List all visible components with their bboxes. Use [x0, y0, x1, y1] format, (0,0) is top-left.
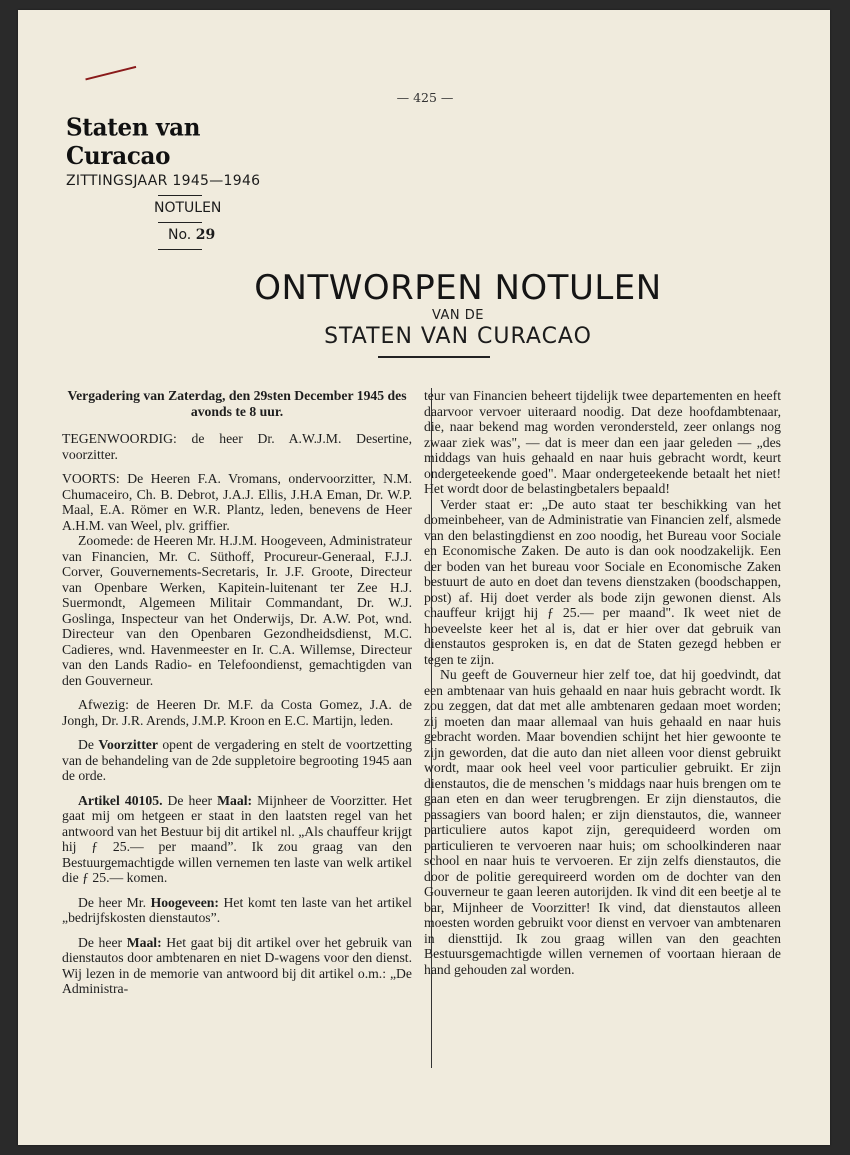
left-column: [62, 388, 412, 997]
maal-text: Het gaat bij dit artikel over het gebruik van dienstautos door ambtenaren en niet D-wagens voor den dienst. Wij lezen in de memorie van antwoord bij dit artikel o.m.: „De Administra-: [62, 934, 412, 996]
article-text: Mijnheer de Voorzitter. Het gaat mij om hetgeen er staat in den laatsten regel van het antwoord van het Bestuur bij dit artikel nl. „Als chauffeur krijgt hij ƒ 25.— per maand”. Ik zou graag van den Bestuurgemachtigde willen vernemen ten laste van welk artikel die ƒ 25.— komen.: [62, 792, 412, 885]
maal-paragraph: [62, 935, 412, 997]
absent-paragraph: Afwezig: de Heeren Dr. M.F. da Costa Gomez, J.A. de Jongh, Dr. J.R. Arends, J.M.P. Kroon en E.C. Martijn, leden.: [62, 697, 412, 728]
session-year: ZITTINGSJAAR 1945—1946: [66, 173, 261, 189]
session-heading: Vergadering van Zaterdag, den 29sten December 1945 des avonds te 8 uur.: [67, 388, 407, 419]
opening-paragraph: [62, 737, 412, 784]
members-paragraph: VOORTS: De Heeren F.A. Vromans, ondervoorzitter, N.M. Chumaceiro, Ch. B. Debrot, J.A.J. Ellis, J.H.A Eman, Dr. W.P. Maal, E.A. Römer en W.R. Plantz, leden, benevens de Heer A.H.M. van Weel, plv. griffier.: [62, 471, 412, 533]
right-paragraph-2: Verder staat er: „De auto staat ter beschikking van het domeinbeheer, van de Administratie van Financien zelf, alsmede van den belastingdienst en zoo noodig, het Bureau voor Sociale en Economische Zaken. De auto is dan ook noodzakelijk. Een der boden van het bureau voor Sociale en Economische Zaken bestuurt de auto en doet dan tevens dienstzaken (boodschappen, post) af. Hij doet verder als bode zijn gewonen dienst. Als chauffeur krijgt hij ƒ 25.— per maand". Ik weet niet de hoeveelste keer het al is, dat er hier over dat gebruik van dienstautos gesproken is, en dat de Staten gezegd hebben er tegen te zijn.: [424, 496, 781, 667]
headline-main: ONTWORPEN NOTULEN: [254, 268, 662, 308]
also-present-paragraph: Zoomede: de Heeren Mr. H.J.M. Hoogeveen, Administrateur van Financien, Mr. C. Süthoff, Procureur-Generaal, F.J.J. Corver, Gouvernements-Secretaris, Ir. J.F. Groote, Directeur van Openbare Werken, Kapitein-luitenant ter Zee H.J. Suermondt, Algemeen Militair Commandant, Dr. W.J. Goslinga, Inspecteur van het Onderwijs, Dr. A.W. Pot, wnd. Directeur van den Openbaren Gezondheidsdienst, M.C. Cadieres, wnd. Havenmeester en Ir. C.A. Willemse, Directeur van den Lands Radio- en Telefoondienst, gemachtigden van den Gouverneur.: [62, 533, 412, 688]
issue-number: [168, 227, 306, 243]
right-paragraph-3: Nu geeft de Gouverneur hier zelf toe, dat hij goedvindt, dat een ambtenaar van huis gehaald en naar huis gebracht wordt. Ik zou zeggen, dat dat met alle ambtenaren gedaan moet worden; zij moeten dan maar allemaal van huis gehaald en naar huis gebracht worden. Maar bovendien schijnt het hier gewoonte te zijn geworden, dat die auto dan niet alleen voor dienst gebruikt wordt, maar ook heel veel voor particulier gebruikt. Er zijn dienstautos, die de menschen 's middags naar huis brengen om te gaan eten en dan weer terugbrengen. Er zijn dienstautos, die passagiers van boord halen; er zijn dienstautos, die, wanneer particuliere autos kapot zijn, gerequideerd worden om particulieren te vervoeren naar huis; om schoolkinderen naar school en naar huis te vervoeren. Er zijn zelfs dienstautos, die door de politie gerequireerd worden om de dochter van den Gouverneur te gaan leeren autorijden. Ik vind dit een beetje al te bar, Mijnheer de Voorzitter! Ik vind, dat dienstautos alleen moesten worden gebruikt voor dienst en vervoer van ambtenaren in diensttijd. Ik zou graag willen van den geachten Bestuursgemachtigde willen vernemen of voortaan hieraan de hand gehouden zal worden.: [424, 667, 781, 977]
present-paragraph: TEGENWOORDIG: de heer Dr. A.W.J.M. Desertine, voorzitter.: [62, 431, 412, 462]
headline-rule: [378, 356, 490, 358]
masthead-rule: [158, 222, 202, 223]
masthead: [66, 115, 306, 254]
article-prefix: De heer: [162, 792, 218, 808]
opening-prefix: De: [78, 737, 99, 752]
right-column: [424, 388, 781, 977]
headline-sub: VAN DE: [431, 308, 485, 323]
page-number: — 425 —: [396, 90, 454, 105]
reply-paragraph: [62, 895, 412, 926]
right-paragraph-1: teur van Financien beheert tijdelijk twee departementen en heeft daarvoor vervoer uiteraard noodig. Dat deze hoofdambtenaar, die, naar bekend mag worden verondersteld, zeer onlangs nog zwaar ziek was", — dat is meer dan een jaar geleden — „des middags van huis gehaald en naar huis gebracht wordt, keurt ondergeteekende goed". Maar ondergeteekende betaalt het niet! Het wordt door de belastingbetalers bepaald!: [424, 388, 781, 496]
issue-number-label: No.: [168, 227, 192, 243]
masthead-title: Staten van Curacao: [66, 113, 201, 171]
speaker-name: Maal:: [217, 792, 253, 808]
headline-name: STATEN VAN CURACAO: [324, 324, 592, 349]
reply-text: Het komt ten laste van het artikel „bedrijfskosten dienstautos”.: [62, 894, 412, 925]
opening-text: opent de vergadering en stelt de voortzetting van de behandeling van de 2de suppletoire begrooting 1945 aan de orde.: [62, 737, 412, 783]
document-page: [18, 10, 830, 1145]
speaker-name: Voorzitter: [98, 737, 158, 752]
article-label: Artikel 40105.: [78, 792, 163, 808]
article-paragraph: [62, 793, 412, 886]
masthead-rule: [158, 195, 202, 196]
masthead-series: NOTULEN: [154, 200, 222, 216]
reply-prefix: De heer Mr.: [78, 894, 151, 910]
issue-number-value: 29: [195, 227, 216, 243]
speaker-name: Maal:: [126, 934, 162, 950]
speaker-name: Hoogeveen:: [150, 894, 219, 910]
masthead-rule: [158, 249, 202, 250]
ink-mark: [85, 66, 138, 90]
maal-prefix: De heer: [78, 934, 127, 950]
